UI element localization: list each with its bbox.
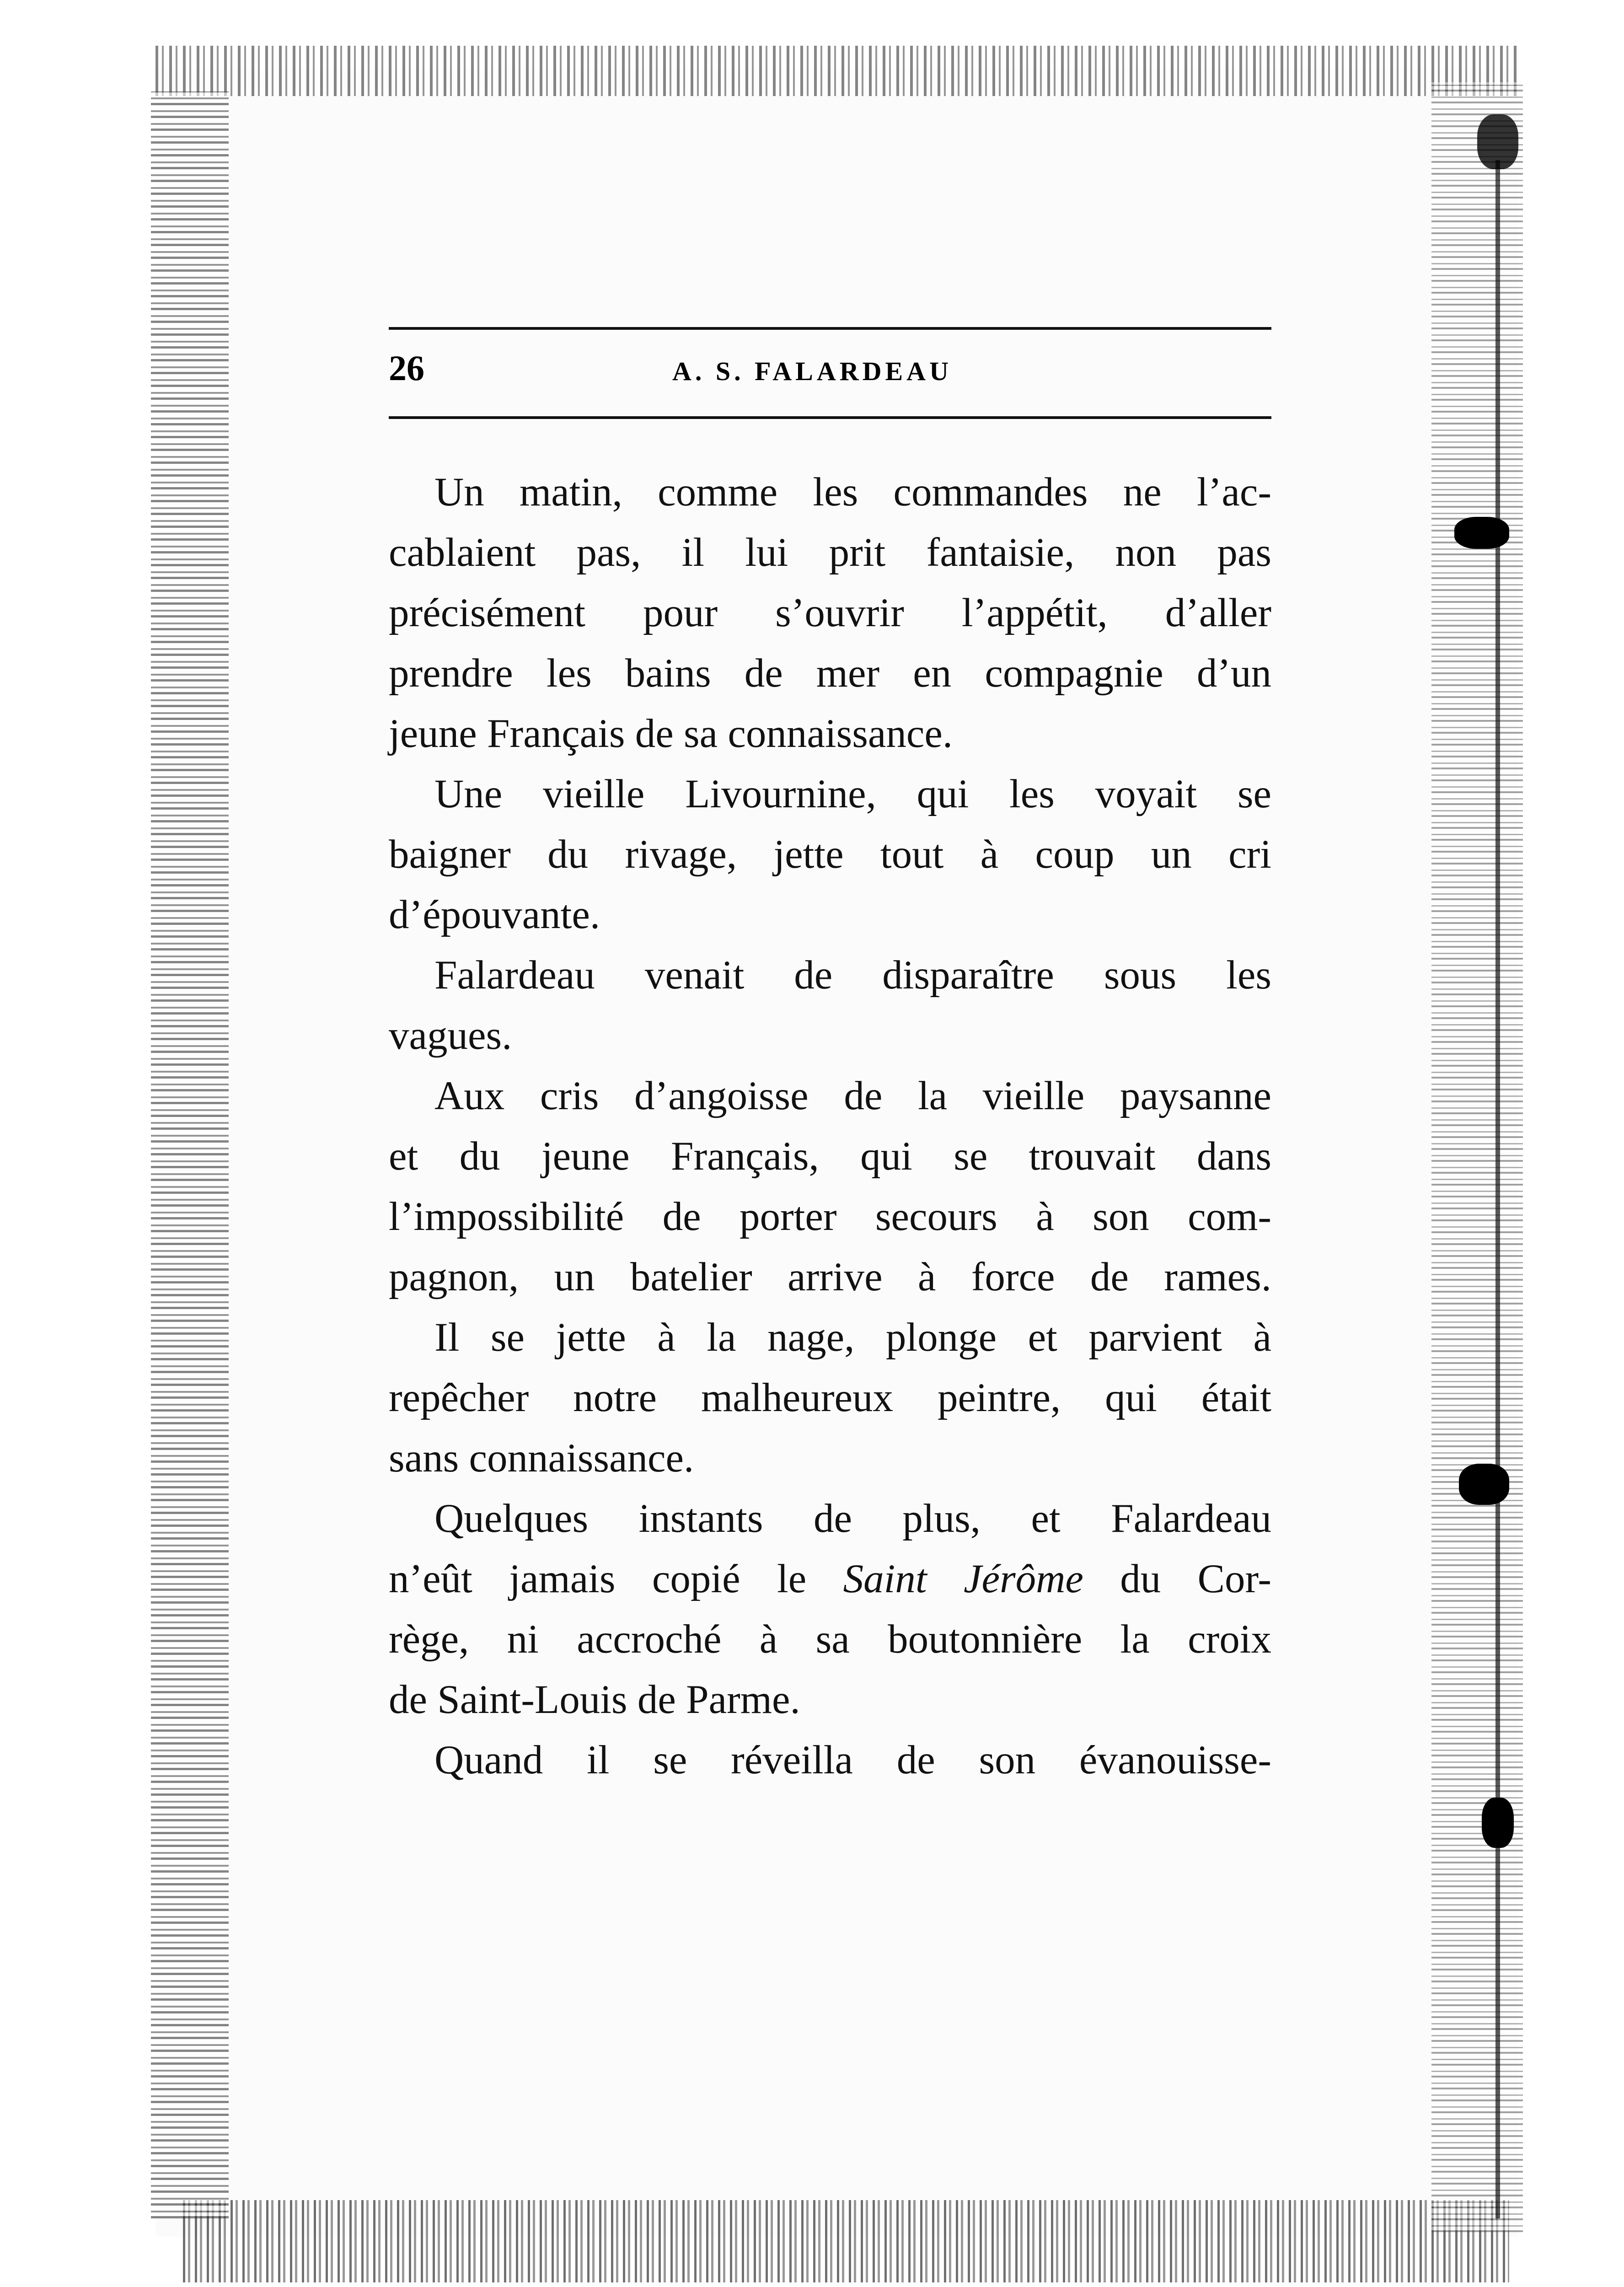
running-head-author: A. S. FALARDEAU — [672, 356, 952, 386]
ink-smudge — [1454, 517, 1509, 549]
text-line: vagues. — [389, 1013, 512, 1058]
text-line: Une vieille Livournine, qui les voyait se — [434, 772, 1271, 816]
paragraph — [389, 1307, 1271, 1488]
text-line: Falardeau venait de disparaître sous les — [434, 953, 1271, 998]
text-line: l’impossibilité de porter secours à son com- — [389, 1194, 1271, 1239]
text-line: sans connaissance. — [389, 1436, 694, 1481]
text-line: jeune Français de sa connaissance. — [389, 711, 953, 756]
text-fragment: du Cor- — [1083, 1557, 1272, 1601]
text-line: prendre les bains de mer en compagnie d’un — [389, 651, 1271, 696]
header-rule-top — [389, 327, 1271, 330]
header-rule-bottom — [389, 416, 1271, 419]
paragraph — [389, 1730, 1271, 1790]
artwork-title: Saint Jérôme — [843, 1557, 1083, 1601]
text-line: rège, ni accroché à sa boutonnière la croix — [389, 1617, 1271, 1662]
text-line — [389, 1549, 1271, 1609]
paragraph — [389, 1066, 1271, 1307]
paragraph — [389, 764, 1271, 945]
scan-edge-bottom — [183, 2200, 1509, 2282]
text-line: d’épouvante. — [389, 892, 600, 937]
text-line: et du jeune Français, qui se trouvait dans — [389, 1134, 1271, 1179]
ink-smudge — [1477, 114, 1518, 169]
binding-line — [1495, 160, 1500, 2218]
scan-edge-top — [155, 46, 1518, 96]
text-line: Aux cris d’angoisse de la vieille paysanne — [434, 1074, 1271, 1118]
text-line: repêcher notre malheureux peintre, qui était — [389, 1375, 1271, 1420]
text-line: pagnon, un batelier arrive à force de rames. — [389, 1255, 1271, 1299]
text-line: Il se jette à la nage, plonge et parvient à — [434, 1315, 1271, 1360]
scan-edge-right — [1431, 82, 1523, 2232]
paragraph — [389, 1488, 1271, 1730]
running-header — [389, 348, 1271, 403]
text-line: Quelques instants de plus, et Falardeau — [434, 1496, 1271, 1541]
paragraph — [389, 462, 1271, 764]
text-line: Quand il se réveilla de son évanouisse- — [434, 1738, 1271, 1782]
text-line: Un matin, comme les commandes ne l’ac- — [434, 470, 1271, 515]
paragraph — [389, 945, 1271, 1066]
text-line: cablaient pas, il lui prit fantaisie, non pas — [389, 530, 1271, 575]
body-text — [389, 462, 1271, 1790]
page-number: 26 — [389, 348, 424, 388]
text-line: précisément pour s’ouvrir l’appétit, d’aller — [389, 591, 1271, 635]
text-line: de Saint-Louis de Parme. — [389, 1677, 800, 1722]
text-fragment: n’eût jamais copié le — [389, 1557, 843, 1601]
ink-smudge — [1459, 1464, 1509, 1505]
ink-smudge — [1482, 1798, 1514, 1848]
scan-edge-left — [151, 91, 229, 2218]
text-line: baigner du rivage, jette tout à coup un cri — [389, 832, 1271, 877]
